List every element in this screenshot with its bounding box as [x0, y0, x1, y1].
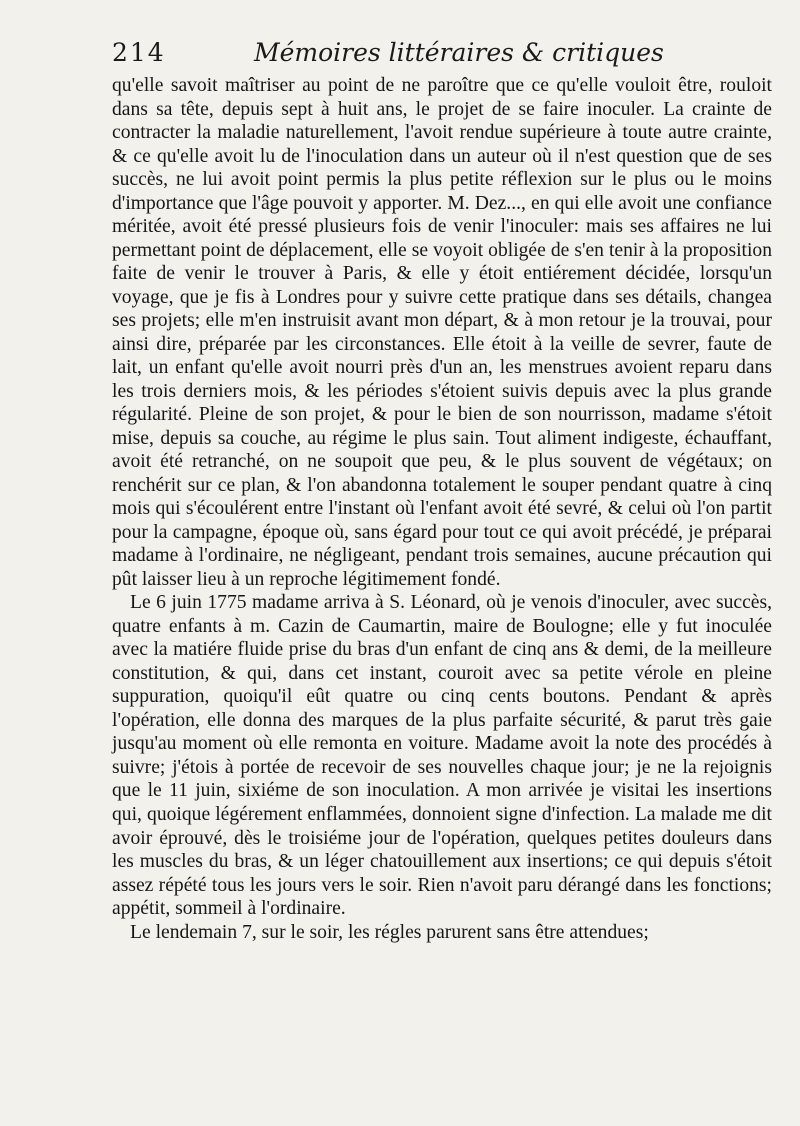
- page-number: 214: [112, 38, 166, 67]
- paragraph-continued: qu'elle savoit maîtriser au point de ne paroître que ce qu'elle vouloit être, rouloit dans sa tête, depuis sept à huit ans, le projet de se faire inoculer. La crainte de contracter la maladie naturellement, l'avoit rendue supérieure à toute autre crainte, & ce qu'elle avoit lu de l'inoculation dans un auteur où il n'est question que de ses succès, ne lui avoit point permis la plus petite réflexion sur le plus ou le moins d'importance que l'âge pouvoit y apporter. M. Dez..., en qui elle avoit une confiance méritée, avoit été pressé plusieurs fois de venir l'inoculer: mais ses affaires ne lui permettant point de déplacement, elle se voyoit obligée de s'en tenir à la proposition faite de venir le trouver à Paris, & elle y étoit entiérement décidée, lorsqu'un voyage, que je fis à Londres pour y suivre cette pratique dans ses détails, changea ses projets; elle m'en instruisit avant mon départ, & à mon retour je la trouvai, pour ainsi dire, préparée par les circonstances. Elle étoit à la veille de sevrer, faute de lait, un enfant qu'elle avoit nourri près d'un an, les menstrues avoient reparu dans les trois derniers mois, & les périodes s'étoient suivis depuis avec la plus grande régularité. Pleine de son projet, & pour le bien de son nourrisson, madame s'étoit mise, depuis sa couche, au régime le plus sain. Tout aliment indigeste, échauffant, avoit été retranché, on ne soupoit que peu, & le plus souvent de végétaux; on renchérit sur ce plan, & l'on abandonna totalement le souper pendant quatre à cinq mois qui s'écoulérent entre l'instant où l'enfant avoit été sevré, & celui où l'on partit pour la campagne, époque où, sans égard pour tout ce qui avoit précédé, je préparai madame à l'ordinaire, ne négligeant, pendant trois semaines, aucune précaution qui pût laisser lieu à un reproche légitimement fondé.: [112, 75, 772, 590]
- body-text: [112, 74, 772, 944]
- paragraph-inoculation-date: Le 6 juin 1775 madame arriva à S. Léonard, où je venois d'inoculer, avec succès, quatre enfants à m. Cazin de Caumartin, maire de Boulogne; elle y fut inoculée avec la matiére fluide prise du bras d'un enfant de cinq ans & demi, de la meilleure constitution, & qui, dans cet instant, couroit avec sa petite vérole en pleine suppuration, quoiqu'il eût quatre ou cinq cents boutons. Pendant & après l'opération, elle donna des marques de la plus parfaite sécurité, & parut très gaie jusqu'au moment où elle remonta en voiture. Madame avoit la note des procédés à suivre; j'étois à portée de recevoir de ses nouvelles chaque jour; je ne la rejoignis que le 11 juin, sixiéme de son inoculation. A mon arrivée je visitai les insertions qui, quoique légérement enflammées, donnoient signe d'infection. La malade me dit avoir éprouvé, dès le troisiéme jour de l'opération, quelques petites douleurs dans les muscles du bras, & un léger chatouillement aux insertions; ce qui depuis s'étoit assez répété tous les jours vers le soir. Rien n'avoit paru dérangé dans les fonctions; appétit, sommeil à l'ordinaire.: [112, 592, 772, 920]
- page-header: [112, 38, 772, 78]
- paragraph-lendemain: Le lendemain 7, sur le soir, les régles parurent sans être attendues;: [130, 921, 649, 943]
- running-title: Mémoires littéraires & critiques: [254, 38, 664, 67]
